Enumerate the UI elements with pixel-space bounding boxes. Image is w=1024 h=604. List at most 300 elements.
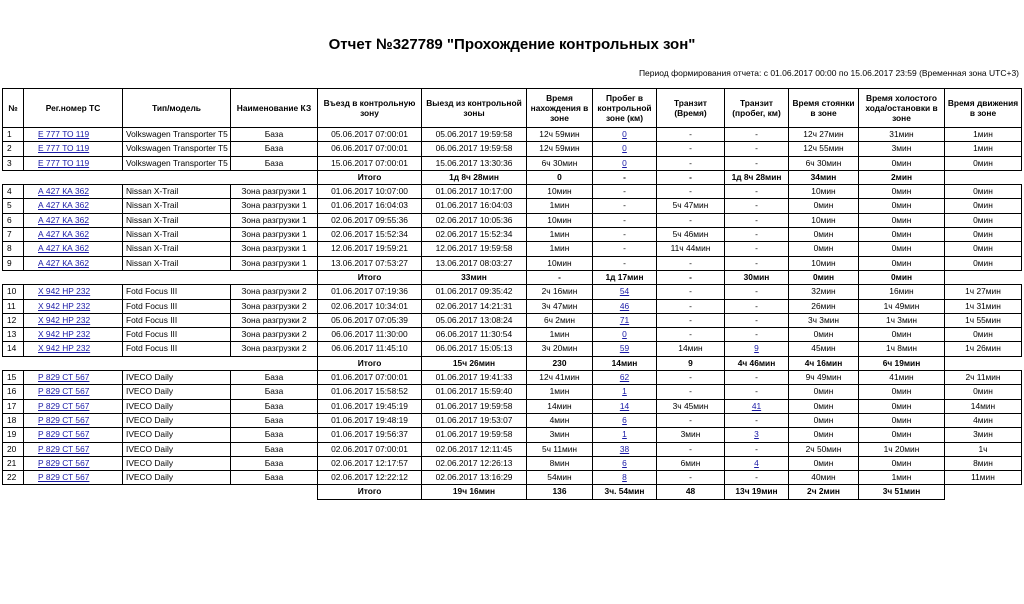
table-cell: Nissan X-Trail <box>123 185 231 199</box>
table-row <box>3 313 1022 327</box>
table-cell: База <box>231 399 318 413</box>
table-cell: - <box>725 413 789 427</box>
plate-cell <box>24 442 123 456</box>
table-cell: 6мин <box>657 456 725 470</box>
table-cell: 01.06.2017 19:53:07 <box>422 413 527 427</box>
mileage-link[interactable]: 38 <box>619 443 630 454</box>
total-value: 0 <box>527 170 593 184</box>
mileage-link[interactable]: 6 <box>622 457 627 468</box>
table-cell: 05.06.2017 07:00:01 <box>318 128 422 142</box>
table-cell: - <box>593 242 657 256</box>
table-cell: IVECO Daily <box>123 456 231 470</box>
mileage-cell <box>593 428 657 442</box>
table-cell: - <box>725 142 789 156</box>
plate-link[interactable]: Е 777 ТО 119 <box>38 129 90 139</box>
plate-link[interactable]: А 427 КА 362 <box>38 257 89 268</box>
table-cell: 32мин <box>789 285 859 299</box>
table-cell: - <box>657 328 725 342</box>
plate-cell <box>24 385 123 399</box>
total-label: Итого <box>318 270 422 284</box>
table-cell: 3мин <box>657 428 725 442</box>
table-cell: 12ч 59мин <box>527 142 593 156</box>
table-cell: IVECO Daily <box>123 471 231 485</box>
table-cell: 41мин <box>859 371 945 385</box>
plate-link[interactable]: А 427 КА 362 <box>38 243 89 254</box>
table-cell: - <box>657 256 725 270</box>
table-cell: 0мин <box>945 156 1022 170</box>
table-cell: База <box>231 128 318 142</box>
col-header: Время стоянки в зоне <box>789 89 859 128</box>
table-cell: Зона разгрузки 1 <box>231 256 318 270</box>
report-title: Отчет №327789 "Прохождение контрольных зон" <box>328 36 696 53</box>
table-row <box>3 471 1022 485</box>
plate-link[interactable]: А 427 КА 362 <box>38 229 89 240</box>
plate-link[interactable]: Р 829 СТ 567 <box>38 457 90 468</box>
mileage-cell <box>593 371 657 385</box>
table-cell: 16мин <box>859 285 945 299</box>
table-cell: 0мин <box>859 456 945 470</box>
mileage-link[interactable]: 59 <box>619 343 630 354</box>
table-cell: 3ч 47мин <box>527 299 593 313</box>
table-cell: 21 <box>3 456 24 470</box>
table-cell: IVECO Daily <box>123 413 231 427</box>
total-value: 30мин <box>725 270 789 284</box>
table-cell: Nissan X-Trail <box>123 242 231 256</box>
table-cell: 02.06.2017 10:05:36 <box>422 213 527 227</box>
table-cell: 0мин <box>789 385 859 399</box>
table-cell: - <box>725 385 789 399</box>
table-cell: 1 <box>3 128 24 142</box>
mileage-link[interactable]: 62 <box>619 372 630 383</box>
table-cell: Volkswagen Transporter T5 <box>123 142 231 156</box>
total-value: - <box>657 170 725 184</box>
table-cell: - <box>593 185 657 199</box>
table-cell: - <box>657 142 725 156</box>
mileage-link[interactable]: 6 <box>622 414 627 425</box>
table-cell: Volkswagen Transporter T5 <box>123 156 231 170</box>
table-cell: - <box>657 128 725 142</box>
table-cell: База <box>231 142 318 156</box>
plate-link[interactable]: Х 942 НР 232 <box>38 343 91 354</box>
table-cell: IVECO Daily <box>123 385 231 399</box>
table-cell: Зона разгрузки 2 <box>231 299 318 313</box>
empty-cell <box>123 170 231 184</box>
mileage-link[interactable]: 0 <box>622 129 627 139</box>
table-cell: 5ч 11мин <box>527 442 593 456</box>
mileage-cell <box>593 399 657 413</box>
total-label: Итого <box>318 356 422 370</box>
table-cell: 3ч 3мин <box>789 313 859 327</box>
plate-cell <box>24 128 123 142</box>
table-cell: 54мин <box>527 471 593 485</box>
table-cell: 13 <box>3 328 24 342</box>
table-cell: - <box>725 228 789 242</box>
table-cell: 0мин <box>789 328 859 342</box>
table-cell: 1мин <box>527 228 593 242</box>
table-cell: - <box>725 371 789 385</box>
total-value: 136 <box>527 485 593 499</box>
table-cell: Зона разгрузки 2 <box>231 328 318 342</box>
table-cell: 01.06.2017 16:04:03 <box>318 199 422 213</box>
table-cell: 2ч 50мин <box>789 442 859 456</box>
table-cell: 3ч 20мин <box>527 342 593 356</box>
mileage-link[interactable]: 4 <box>754 457 759 468</box>
group-total-row <box>3 170 1022 184</box>
plate-link[interactable]: А 427 КА 362 <box>38 186 89 197</box>
table-cell: 15.06.2017 07:00:01 <box>318 156 422 170</box>
total-value: 3ч. 54мин <box>593 485 657 499</box>
mileage-link[interactable]: 9 <box>754 343 759 354</box>
table-cell: 13.06.2017 07:53:27 <box>318 256 422 270</box>
total-value: 33мин <box>422 270 527 284</box>
plate-link[interactable]: Х 942 НР 232 <box>38 286 91 297</box>
mileage-link[interactable]: 71 <box>619 314 630 325</box>
plate-link[interactable]: Р 829 СТ 567 <box>38 386 90 397</box>
empty-cell <box>123 356 231 370</box>
table-cell: - <box>725 256 789 270</box>
table-cell: - <box>725 185 789 199</box>
plate-link[interactable]: Х 942 НР 232 <box>38 300 91 311</box>
table-cell: 10мин <box>789 213 859 227</box>
col-header: Выезд из контрольной зоны <box>422 89 527 128</box>
table-cell: - <box>657 213 725 227</box>
table-cell: 40мин <box>789 471 859 485</box>
plate-cell <box>24 399 123 413</box>
table-cell: - <box>657 371 725 385</box>
table-cell: 6ч 30мин <box>527 156 593 170</box>
table-cell: - <box>657 313 725 327</box>
table-cell: База <box>231 428 318 442</box>
table-cell: 0мин <box>945 228 1022 242</box>
table-cell: - <box>657 413 725 427</box>
table-cell: 31мин <box>859 128 945 142</box>
table-cell: 0мин <box>945 199 1022 213</box>
table-cell: Fotd Focus III <box>123 285 231 299</box>
table-cell: 5ч 46мин <box>657 228 725 242</box>
mileage-cell <box>593 328 657 342</box>
table-cell: 0мин <box>859 256 945 270</box>
mileage-cell <box>593 456 657 470</box>
col-header: Пробег в контрольной зоне (км) <box>593 89 657 128</box>
table-cell: - <box>725 299 789 313</box>
empty-cell <box>3 270 24 284</box>
table-cell: 13.06.2017 08:03:27 <box>422 256 527 270</box>
table-cell: Зона разгрузки 1 <box>231 228 318 242</box>
table-cell: База <box>231 456 318 470</box>
empty-cell <box>231 270 318 284</box>
table-cell: 0мин <box>859 213 945 227</box>
table-cell: 05.06.2017 19:59:58 <box>422 128 527 142</box>
table-cell: 3мин <box>527 428 593 442</box>
table-cell: 0мин <box>945 256 1022 270</box>
table-cell: 8мин <box>527 456 593 470</box>
plate-cell <box>24 285 123 299</box>
table-cell: 06.06.2017 11:30:54 <box>422 328 527 342</box>
total-value: 6ч 19мин <box>859 356 945 370</box>
mileage-link[interactable]: 41 <box>751 400 762 411</box>
table-cell: 22 <box>3 471 24 485</box>
table-cell: 12ч 27мин <box>789 128 859 142</box>
mileage-cell <box>593 142 657 156</box>
col-header: Время нахождения в зоне <box>527 89 593 128</box>
table-cell: 1ч 55мин <box>945 313 1022 327</box>
table-cell: - <box>725 442 789 456</box>
table-cell: 0мин <box>859 399 945 413</box>
table-cell: 8 <box>3 242 24 256</box>
mileage-cell <box>593 385 657 399</box>
table-cell: 02.06.2017 10:34:01 <box>318 299 422 313</box>
plate-link[interactable]: Р 829 СТ 567 <box>38 472 90 483</box>
mileage-link[interactable]: 46 <box>619 300 630 311</box>
table-cell: 05.06.2017 07:05:39 <box>318 313 422 327</box>
plate-link[interactable]: Р 829 СТ 567 <box>38 429 90 440</box>
col-header: № <box>3 89 24 128</box>
table-cell: Fotd Focus III <box>123 328 231 342</box>
table-cell: Nissan X-Trail <box>123 213 231 227</box>
table-row <box>3 371 1022 385</box>
plate-link[interactable]: Х 942 НР 232 <box>38 329 91 340</box>
table-cell: 6ч 30мин <box>789 156 859 170</box>
table-cell: 45мин <box>789 342 859 356</box>
table-cell: 11 <box>3 299 24 313</box>
plate-cell <box>24 228 123 242</box>
zones-report-table <box>2 88 1022 500</box>
table-cell: - <box>725 128 789 142</box>
group-total-row <box>3 485 1022 499</box>
table-row <box>3 199 1022 213</box>
table-row <box>3 428 1022 442</box>
mileage-link[interactable]: 14 <box>619 400 630 411</box>
table-cell: - <box>725 285 789 299</box>
plate-link[interactable]: А 427 КА 362 <box>38 200 89 211</box>
plate-cell <box>24 342 123 356</box>
transit-mileage-cell <box>725 428 789 442</box>
empty-cell <box>123 485 231 499</box>
plate-link[interactable]: Р 829 СТ 567 <box>38 372 90 383</box>
mileage-link[interactable]: 0 <box>622 329 627 340</box>
empty-cell <box>24 356 123 370</box>
group-total-row <box>3 270 1022 284</box>
table-cell: Nissan X-Trail <box>123 199 231 213</box>
table-row <box>3 213 1022 227</box>
table-cell: 01.06.2017 10:07:00 <box>318 185 422 199</box>
table-cell: 0мин <box>789 413 859 427</box>
total-value: 4ч 16мин <box>789 356 859 370</box>
mileage-cell <box>593 156 657 170</box>
table-cell: 0мин <box>859 228 945 242</box>
plate-cell <box>24 471 123 485</box>
table-cell: 1мин <box>527 328 593 342</box>
table-row <box>3 456 1022 470</box>
total-value: - <box>527 270 593 284</box>
mileage-link[interactable]: 1 <box>622 386 627 397</box>
col-header: Тип/модель <box>123 89 231 128</box>
table-cell: - <box>657 442 725 456</box>
plate-link[interactable]: А 427 КА 362 <box>38 214 89 225</box>
table-cell: - <box>657 285 725 299</box>
table-cell: 14 <box>3 342 24 356</box>
table-cell: 19 <box>3 428 24 442</box>
table-header-row <box>3 89 1022 128</box>
total-value: 1д 8ч 28мин <box>725 170 789 184</box>
table-cell: 12ч 41мин <box>527 371 593 385</box>
plate-cell <box>24 142 123 156</box>
table-cell: 5 <box>3 199 24 213</box>
mileage-link[interactable]: 0 <box>622 157 627 168</box>
mileage-link[interactable]: 3 <box>754 429 759 440</box>
table-cell: - <box>657 156 725 170</box>
table-cell: 05.06.2017 13:08:24 <box>422 313 527 327</box>
total-value: 0мин <box>789 270 859 284</box>
total-value: 1д 8ч 28мин <box>422 170 527 184</box>
table-cell: 06.06.2017 15:05:13 <box>422 342 527 356</box>
table-row <box>3 128 1022 142</box>
total-value: 2ч 2мин <box>789 485 859 499</box>
table-cell: - <box>657 299 725 313</box>
table-cell: 18 <box>3 413 24 427</box>
mileage-link[interactable]: 54 <box>619 286 630 297</box>
plate-link[interactable]: Х 942 НР 232 <box>38 314 91 325</box>
mileage-cell <box>593 313 657 327</box>
empty-cell <box>3 170 24 184</box>
table-cell: IVECO Daily <box>123 442 231 456</box>
table-cell: 5ч 47мин <box>657 199 725 213</box>
table-cell: 9 <box>3 256 24 270</box>
table-cell: Зона разгрузки 1 <box>231 242 318 256</box>
table-cell: 02.06.2017 15:52:34 <box>318 228 422 242</box>
table-cell: 1ч <box>945 442 1022 456</box>
table-cell: 0мин <box>945 242 1022 256</box>
table-row <box>3 399 1022 413</box>
plate-link[interactable]: Р 829 СТ 567 <box>38 414 90 425</box>
table-cell: 01.06.2017 07:19:36 <box>318 285 422 299</box>
total-value: 230 <box>527 356 593 370</box>
table-cell: - <box>725 313 789 327</box>
empty-cell <box>231 170 318 184</box>
empty-cell <box>3 485 24 499</box>
total-label: Итого <box>318 485 422 499</box>
plate-cell <box>24 428 123 442</box>
plate-cell <box>24 256 123 270</box>
total-value: 9 <box>657 356 725 370</box>
plate-link[interactable]: Е 777 ТО 119 <box>38 157 90 168</box>
table-cell: 4 <box>3 185 24 199</box>
col-header: Транзит (пробег, км) <box>725 89 789 128</box>
table-cell: 0мин <box>945 213 1022 227</box>
table-cell: 2ч 11мин <box>945 371 1022 385</box>
table-cell: 1ч 20мин <box>859 442 945 456</box>
table-cell: 1ч 3мин <box>859 313 945 327</box>
total-value: 0мин <box>859 270 945 284</box>
plate-cell <box>24 328 123 342</box>
table-cell: Volkswagen Transporter T5 <box>123 128 231 142</box>
table-cell: 01.06.2017 15:59:40 <box>422 385 527 399</box>
table-cell: 12 <box>3 313 24 327</box>
table-cell: 02.06.2017 09:55:36 <box>318 213 422 227</box>
table-cell: 0мин <box>859 199 945 213</box>
table-cell: Fotd Focus III <box>123 299 231 313</box>
table-cell: 15 <box>3 371 24 385</box>
mileage-cell <box>593 471 657 485</box>
table-cell: 02.06.2017 12:22:12 <box>318 471 422 485</box>
col-header: Рег.номер ТС <box>24 89 123 128</box>
table-row <box>3 342 1022 356</box>
table-cell: 11ч 44мин <box>657 242 725 256</box>
plate-cell <box>24 185 123 199</box>
plate-cell <box>24 299 123 313</box>
table-cell: 02.06.2017 13:16:29 <box>422 471 527 485</box>
table-cell: 06.06.2017 07:00:01 <box>318 142 422 156</box>
table-cell: Зона разгрузки 1 <box>231 199 318 213</box>
table-cell: 6ч 2мин <box>527 313 593 327</box>
table-cell: 0мин <box>859 185 945 199</box>
table-row <box>3 185 1022 199</box>
transit-mileage-cell <box>725 399 789 413</box>
mileage-link[interactable]: 1 <box>622 429 627 440</box>
table-cell: 0мин <box>945 185 1022 199</box>
table-cell: 9ч 49мин <box>789 371 859 385</box>
total-value: - <box>657 270 725 284</box>
table-cell: 16 <box>3 385 24 399</box>
table-cell: 0мин <box>789 428 859 442</box>
table-cell: 01.06.2017 10:17:00 <box>422 185 527 199</box>
table-cell: IVECO Daily <box>123 428 231 442</box>
table-cell: 10мин <box>789 256 859 270</box>
transit-mileage-cell <box>725 342 789 356</box>
table-cell: 0мин <box>789 242 859 256</box>
mileage-link[interactable]: 0 <box>622 143 627 154</box>
table-cell: 1мин <box>945 142 1022 156</box>
table-row <box>3 142 1022 156</box>
table-row <box>3 228 1022 242</box>
table-cell: 4мин <box>527 413 593 427</box>
plate-link[interactable]: Р 829 СТ 567 <box>38 400 90 411</box>
mileage-link[interactable]: 8 <box>622 472 627 483</box>
total-value: 2мин <box>859 170 945 184</box>
plate-link[interactable]: Р 829 СТ 567 <box>38 443 90 454</box>
table-cell: 2ч 16мин <box>527 285 593 299</box>
mileage-cell <box>593 342 657 356</box>
table-cell: - <box>725 199 789 213</box>
table-cell: 14мин <box>657 342 725 356</box>
table-cell: 02.06.2017 07:00:01 <box>318 442 422 456</box>
table-row <box>3 413 1022 427</box>
table-cell: Nissan X-Trail <box>123 256 231 270</box>
table-cell: 12.06.2017 19:59:21 <box>318 242 422 256</box>
plate-cell <box>24 313 123 327</box>
total-value: 14мин <box>593 356 657 370</box>
col-header: Наименование КЗ <box>231 89 318 128</box>
table-cell: 01.06.2017 19:48:19 <box>318 413 422 427</box>
table-cell: 06.06.2017 11:45:10 <box>318 342 422 356</box>
empty-cell <box>24 485 123 499</box>
table-cell: 0мин <box>859 242 945 256</box>
mileage-cell <box>593 413 657 427</box>
table-cell: - <box>725 156 789 170</box>
table-cell: - <box>657 385 725 399</box>
table-cell: 0мин <box>859 328 945 342</box>
table-cell: База <box>231 413 318 427</box>
total-value: 48 <box>657 485 725 499</box>
table-cell: 11мин <box>945 471 1022 485</box>
plate-cell <box>24 199 123 213</box>
table-cell: Зона разгрузки 1 <box>231 213 318 227</box>
table-cell: 12ч 55мин <box>789 142 859 156</box>
table-cell: 0мин <box>945 385 1022 399</box>
plate-link[interactable]: Е 777 ТО 119 <box>38 143 90 154</box>
table-cell: Зона разгрузки 1 <box>231 185 318 199</box>
table-cell: - <box>593 199 657 213</box>
